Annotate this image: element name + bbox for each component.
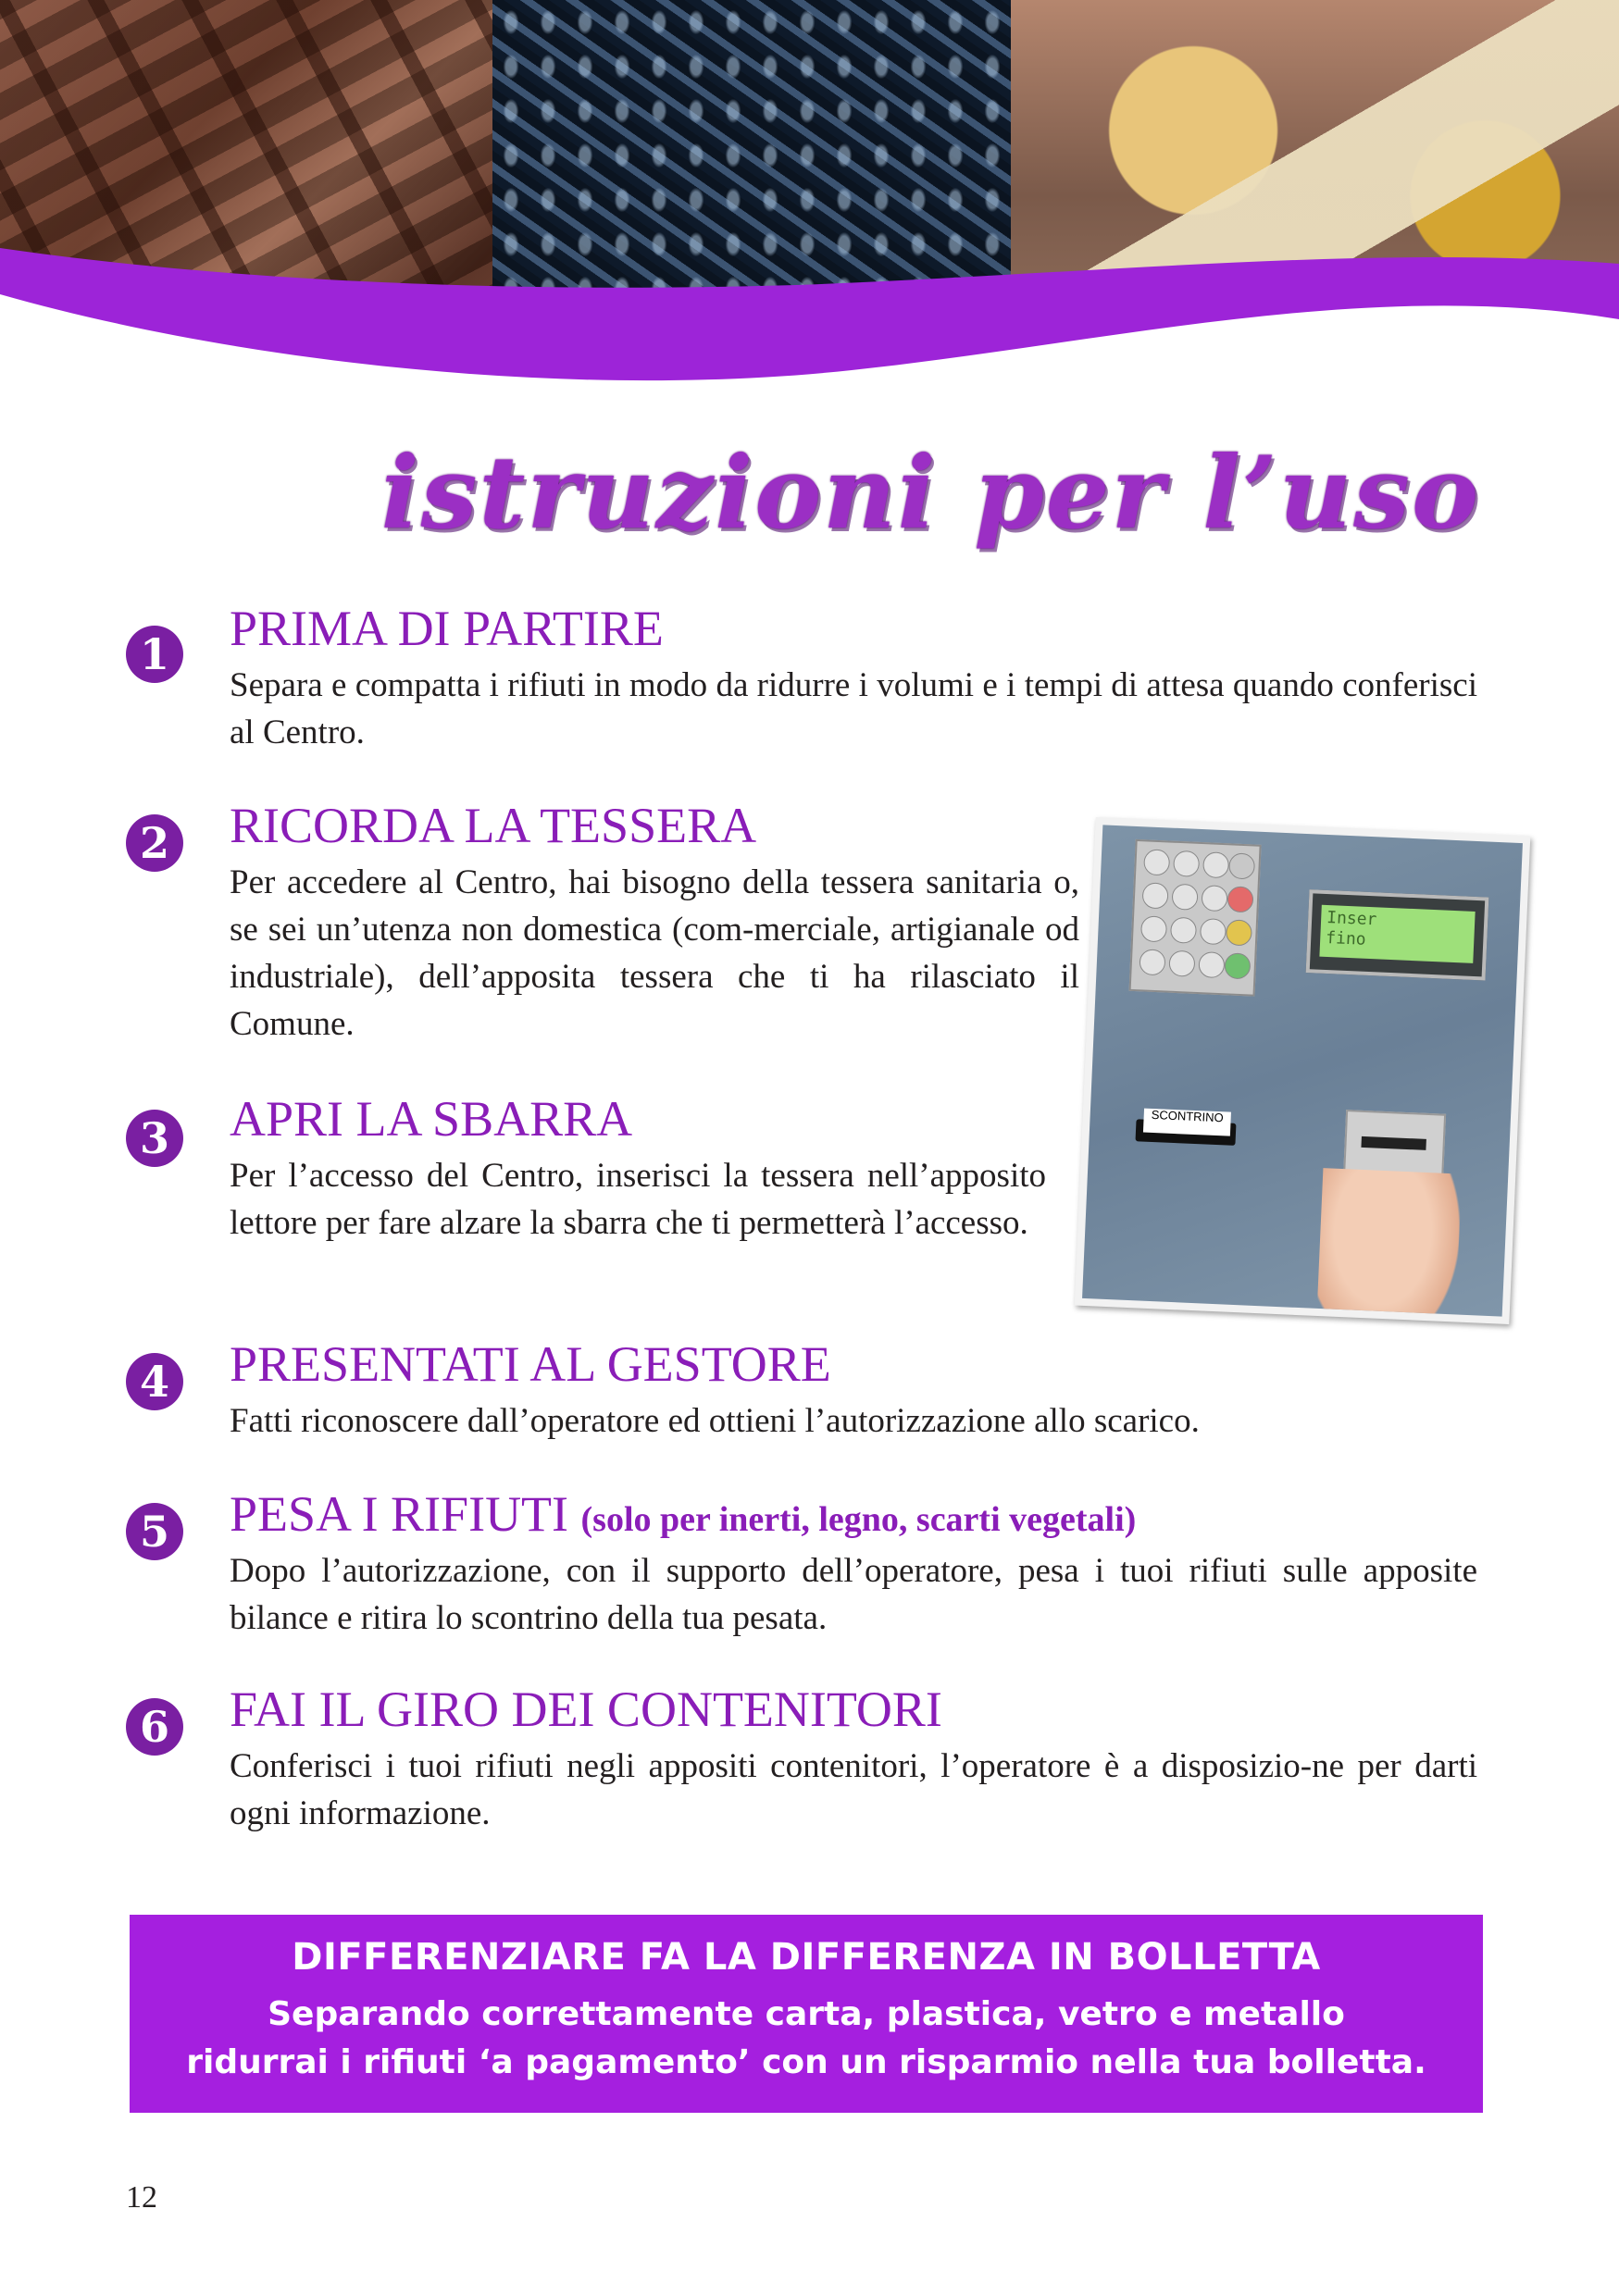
purple-wave-decoration (0, 0, 1619, 435)
page-title: istruzioni per l’uso (380, 435, 1480, 552)
step-title: RICORDA LA TESSERA (230, 798, 757, 853)
display-line-1: Inser (1326, 907, 1377, 930)
step-description: Dopo l’autorizzazione, con il supporto dell’operatore, pesa i tuoi rifiuti sulle apposite bilance e ritira lo scontrino della tua pesata. (230, 1552, 1477, 1637)
step-number-badge: 5 (126, 1503, 183, 1560)
banner-title: DIFFERENZIARE FA LA DIFFERENZA IN BOLLETTA (292, 1936, 1321, 1979)
step-number-badge: 3 (126, 1110, 183, 1167)
step-number-badge: 2 (126, 814, 183, 872)
display-line-2: fino (1325, 927, 1367, 949)
card-slot (1361, 1136, 1426, 1150)
step-description: Per accedere al Centro, hai bisogno della tessera sanitaria o, se sei un’utenza non domestica (com-merciale, artigianale od industriale), dell’apposita tessera che ti ha rilasciato il Comune. (230, 863, 1079, 1043)
step-description: Conferisci i tuoi rifiuti negli appositi contenitori, l’operatore è a disposizio-ne per darti ogni informazione. (230, 1747, 1477, 1832)
step-description: Per l’accesso del Centro, inserisci la tessera nell’apposito lettore per fare alzare la sbarra che ti permetterà l’accesso. (230, 1157, 1046, 1242)
header-photo-strip (0, 0, 1619, 435)
step-title (230, 1485, 1136, 1543)
step-title: PRESENTATI AL GESTORE (230, 1336, 831, 1392)
step-number-badge: 6 (126, 1698, 183, 1756)
step-title: PRIMA DI PARTIRE (230, 601, 664, 656)
step-description: Fatti riconoscere dall’operatore ed ottieni l’autorizzazione allo scarico. (230, 1402, 1200, 1440)
page-number: 12 (126, 2180, 157, 2215)
savings-banner (130, 1915, 1483, 2113)
step-title: APRI LA SBARRA (230, 1091, 633, 1147)
terminal-display (1306, 889, 1489, 980)
terminal-panel (1082, 825, 1523, 1316)
step-title: FAI IL GIRO DEI CONTENITORI (230, 1682, 942, 1737)
banner-line-1: Separando correttamente carta, plastica, vetro e metallo (268, 1995, 1345, 2033)
card-reader-terminal-photo (1075, 817, 1531, 1324)
step-description: Separa e compatta i rifiuti in modo da ridurre i volumi e i tempi di attesa quando conferisci al Centro. (230, 666, 1477, 751)
step-number-badge: 1 (126, 626, 183, 683)
keypad (1129, 839, 1262, 997)
step-title-note: (solo per inerti, legno, scarti vegetali) (580, 1500, 1137, 1539)
banner-line-2: ridurrai i rifiuti ‘a pagamento’ con un risparmio nella tua bolletta. (186, 2043, 1426, 2081)
step-number-badge: 4 (126, 1353, 183, 1410)
receipt-slot-label: SCONTRINO (1143, 1109, 1231, 1136)
step-title-text: PESA I RIFIUTI (230, 1486, 569, 1542)
terminal-display-text (1319, 905, 1475, 963)
hand-inserting-card (1315, 1168, 1462, 1317)
